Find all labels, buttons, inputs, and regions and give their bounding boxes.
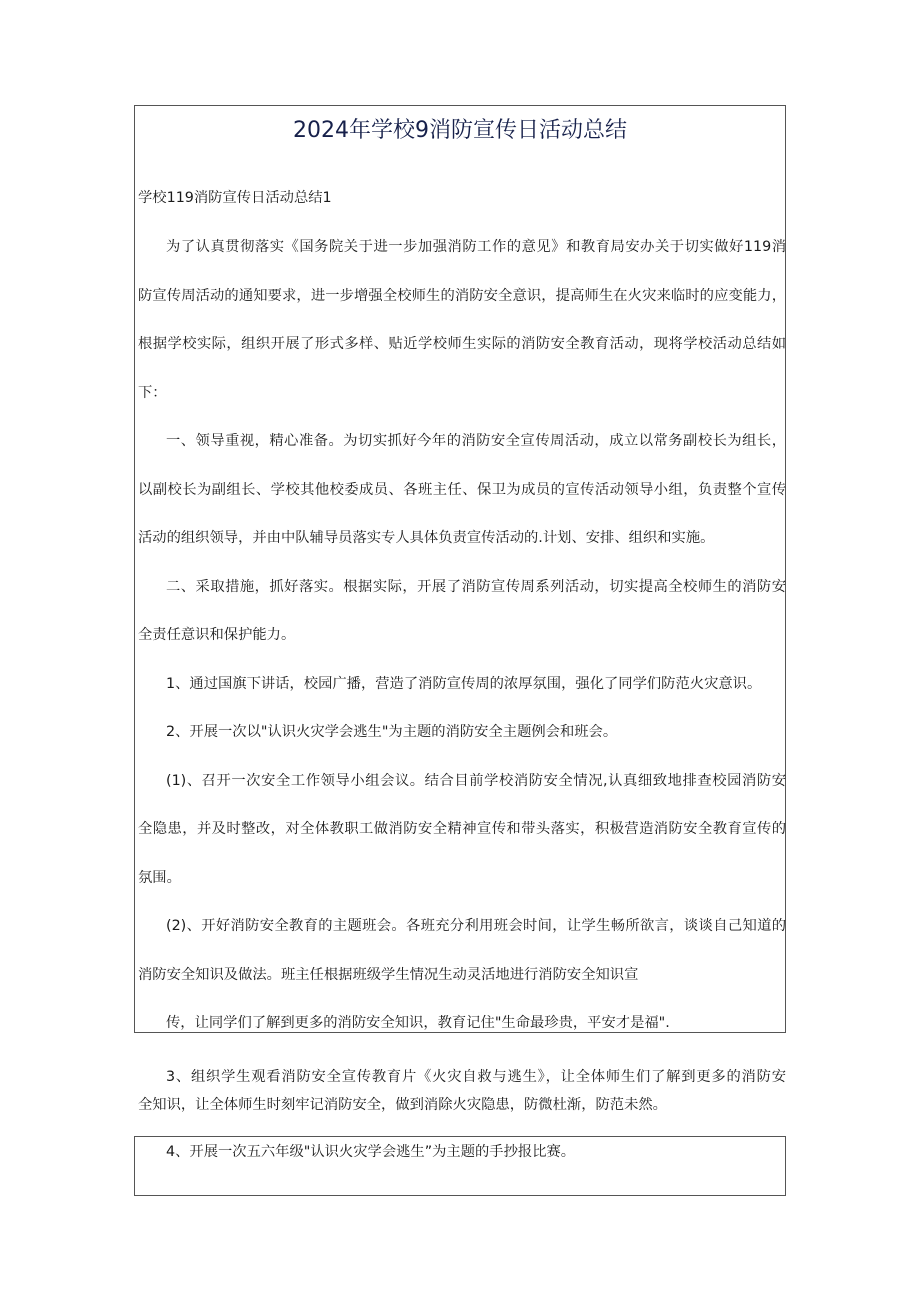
section2-line-2: 全责任意识和保护能力。 [138, 627, 296, 643]
item-2: 2、开展一次以"认识火灾学会逃生"为主题的消防安全主题例会和班会。 [166, 724, 618, 740]
section-heading: 学校119消防宣传日活动总结1 [138, 190, 332, 206]
document-title: 2024年学校9消防宣传日活动总结 [293, 118, 627, 143]
intro-line-1: 为了认真贯彻落实《国务院关于进一步加强消防工作的意见》和教育局安办关于切实做好119消 [166, 239, 786, 255]
sub2-line-1: (2)、开好消防安全教育的主题班会。各班充分利用班会时间，让学生畅所欲言，谈谈自己知道的 [166, 918, 786, 934]
item-1: 1、通过国旗下讲话，校园广播，营造了消防宣传周的浓厚氛围，强化了同学们防范火灾意识。 [166, 676, 762, 692]
item-4: 4、开展一次五六年级"认识火灾学会逃生”为主题的手抄报比赛。 [166, 1144, 576, 1160]
intro-line-4: 下： [138, 385, 167, 401]
intro-line-2: 防宣传周活动的通知要求，进一步增强全校师生的消防安全意识，提高师生在火灾来临时的应变能力， [138, 288, 786, 304]
section1-line-3: 活动的组织领导，并由中队辅导员落实专人具体负责宣传活动的.计划、安排、组织和实施。 [138, 530, 715, 546]
item-3-line-1: 3、组织学生观看消防安全宣传教育片《火灾自救与逃生》，让全体师生们了解到更多的消防安 [166, 1069, 786, 1085]
sub2-line-2: 消防安全知识及做法。班主任根据班级学生情况生动灵活地进行消防安全知识宣 [138, 967, 639, 983]
sub2-line-3: 传，让同学们了解到更多的消防安全知识，教育记住"生命最珍贵，平安才是福". [166, 1015, 670, 1031]
section2-line-1: 二、采取措施，抓好落实。根据实际，开展了消防宣传周系列活动，切实提高全校师生的消防安 [166, 579, 786, 595]
section1-line-2: 以副校长为副组长、学校其他校委成员、各班主任、保卫为成员的宣传活动领导小组，负责整个宣传 [138, 482, 786, 498]
sub1-line-2: 全隐患，并及时整改，对全体教职工做消防安全精神宣传和带头落实，积极营造消防安全教育宣传的 [138, 821, 786, 837]
intro-line-3: 根据学校实际，组织开展了形式多样、贴近学校师生实际的消防安全教育活动，现将学校活动总结如 [138, 336, 786, 352]
item-3-line-2: 全知识，让全体师生时刻牢记消防安全，做到消除火灾隐患，防微杜渐，防范未然。 [138, 1097, 667, 1113]
sub1-line-1: (1)、召开一次安全工作领导小组会议。结合目前学校消防安全情况,认真细致地排查校园消防安 [166, 773, 786, 789]
sub1-line-3: 氛围。 [138, 870, 181, 886]
section1-line-1: 一、领导重视，精心准备。为切实抓好今年的消防安全宣传周活动，成立以常务副校长为组长， [166, 433, 786, 449]
